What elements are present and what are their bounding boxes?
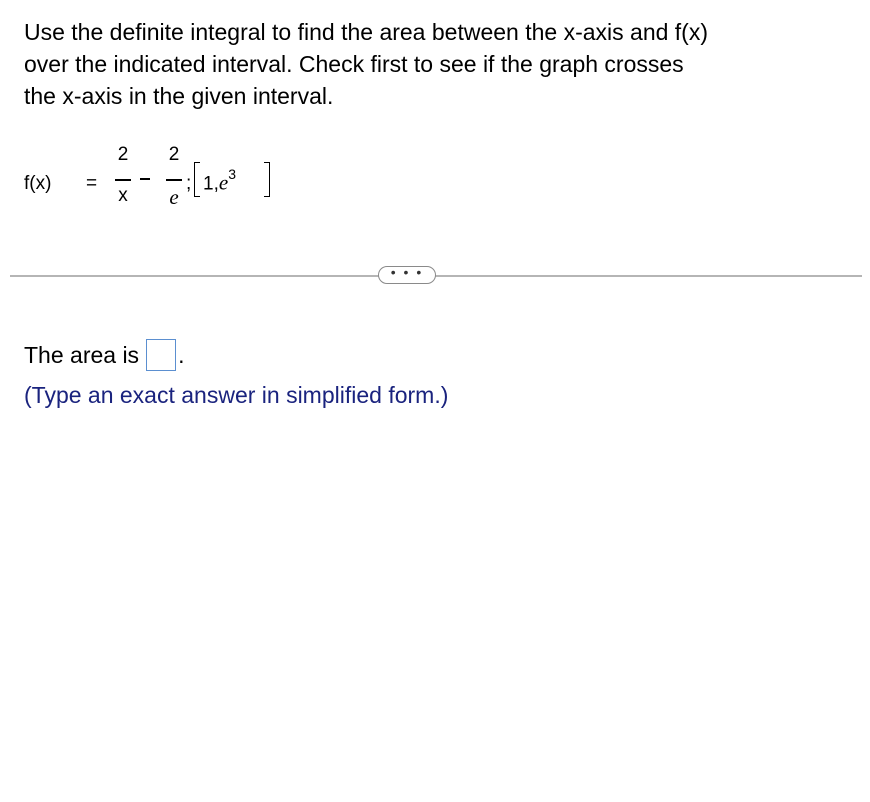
interval (203, 166, 236, 195)
fraction-1-bar (115, 179, 131, 181)
fraction-2-bar (166, 179, 182, 181)
equals-sign: = (86, 173, 98, 194)
answer-prefix: The area is (24, 342, 140, 368)
function-lhs: f(x) (24, 173, 52, 194)
question-line-3: the x-axis in the given interval. (24, 83, 334, 109)
minus-sign (140, 178, 150, 180)
semicolon: ; (186, 173, 192, 194)
answer-line (24, 339, 184, 371)
section-divider (10, 275, 862, 277)
question-line-1: Use the definite integral to find the area between the x-axis and f(x) (24, 19, 709, 45)
answer-hint: (Type an exact answer in simplified form.) (24, 382, 449, 408)
interval-upper-base: e (218, 170, 229, 195)
fraction-1-numerator: 2 (117, 144, 129, 165)
answer-input-box[interactable] (146, 339, 176, 371)
interval-close-bracket (264, 162, 270, 197)
question-text (24, 16, 834, 112)
question-line-2: over the indicated interval. Check first to see if the graph crosses (24, 51, 684, 77)
more-options-button[interactable]: • • • (378, 266, 436, 284)
fraction-1-denominator: x (118, 185, 128, 206)
interval-open-bracket (194, 162, 200, 197)
interval-lower: 1, (203, 173, 219, 195)
fraction-2-denominator: e (169, 185, 179, 209)
answer-period: . (178, 342, 185, 368)
interval-upper-exponent: 3 (228, 166, 236, 182)
fraction-2-numerator: 2 (168, 144, 180, 165)
